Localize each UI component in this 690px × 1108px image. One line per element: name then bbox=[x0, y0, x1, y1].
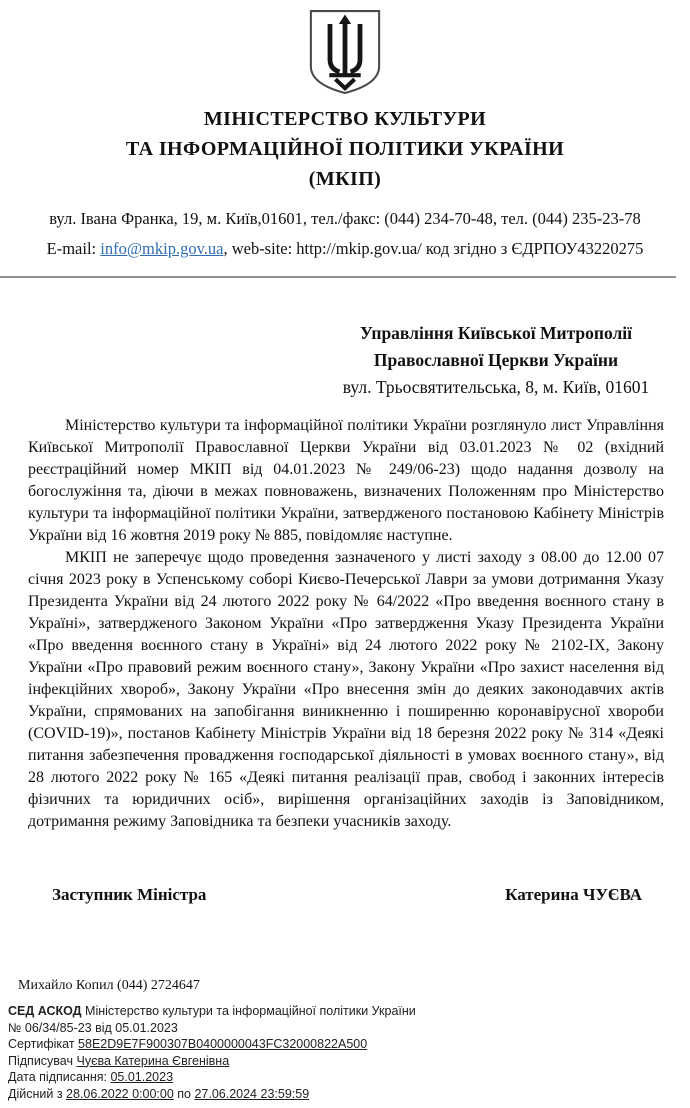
recipient-block bbox=[320, 320, 672, 401]
sed-askod-label: СЕД АСКОД bbox=[8, 1004, 82, 1018]
footer bbox=[0, 976, 690, 1102]
signer-name: Катерина ЧУЄВА bbox=[505, 885, 642, 904]
body-paragraph-1: Міністерство культури та інформаційної політики України розглянуло лист Управління Київської Митрополії Православної Церкви України від 03.01.2023 № 02 (вхідний реєстраційний номер МКІП від 04.01.2023 № 249/06-23) щодо надання дозволу на богослужіння та, діючи в межах повноважень, визначених Положенням про Міністерство культури та інформаційної політики України, затвердженого постановою Кабінету Міністрів України від 16 жовтня 2019 року № 885, повідомляє наступне. bbox=[28, 417, 664, 544]
signing-date-value: 05.01.2023 bbox=[110, 1070, 174, 1084]
signature-row bbox=[52, 885, 642, 905]
emblem-container bbox=[0, 0, 690, 100]
signer-position: Заступник Міністра bbox=[52, 885, 207, 904]
stamp-validity-line bbox=[8, 1086, 690, 1103]
stamp-doc-number: № 06/34/85-23 від 05.01.2023 bbox=[8, 1020, 178, 1035]
signing-date-label: Дата підписання: bbox=[8, 1070, 111, 1084]
stamp-signer-label: Підписувач bbox=[8, 1053, 77, 1068]
executor-contact: Михайло Копил (044) 2724647 bbox=[18, 978, 200, 993]
ministry-title bbox=[0, 104, 690, 194]
stamp-signer-value: Чуєва Катерина Євгенівна bbox=[76, 1053, 230, 1068]
email-link[interactable]: info@mkip.gov.ua bbox=[100, 239, 224, 258]
validity-label-from: Дійсний з bbox=[8, 1086, 67, 1101]
ministry-email-line bbox=[0, 234, 690, 264]
ministry-address-line: вул. Івана Франка, 19, м. Київ,01601, тел./факс: (044) 234-70-48, тел. (044) 235-23-78 bbox=[49, 209, 641, 228]
letter-body bbox=[28, 415, 664, 833]
ministry-contacts bbox=[0, 204, 690, 264]
email-line-rest: , web-site: http://mkip.gov.ua/ код згідно з ЄДРПОУ43220275 bbox=[223, 239, 644, 258]
certificate-value: 58E2D9E7F900307B0400000043FC32000822A500 bbox=[78, 1037, 368, 1051]
stamp-signer-line bbox=[8, 1053, 690, 1070]
stamp-system-line bbox=[8, 1003, 690, 1020]
recipient-address: вул. Трьосвятительська, 8, м. Київ, 01601 bbox=[342, 377, 650, 397]
e-signature-stamp bbox=[8, 1003, 690, 1102]
ministry-title-line2: ТА ІНФОРМАЦІЙНОЇ ПОЛІТИКИ УКРАЇНИ bbox=[125, 138, 565, 160]
stamp-certificate-line bbox=[8, 1036, 690, 1053]
body-paragraph-2: МКІП не заперечує щодо проведення зазначеного у листі заходу з 08.00 до 12.00 07 січня 2023 року в Успенському соборі Києво-Печерської Лаври за умови дотримання Указу Президента України від 24 лютого 2022 року № 64/2022 «Про введення воєнного стану в Україні», затвердженого Законом України «Про затвердження Указу Президента України «Про введення воєнного стану в Україні» від 24 лютого 2022 року № 2102-IX, Закону України «Про правовий режим воєнного стану», Закону України «Про захист населення від інфекційних хвороб», Закону України «Про внесення змін до деяких законодавчих актів України, спрямованих на запобігання виникненню і поширенню коронавірусної хвороби (COVID-19)», постанов Кабінету Міністрів України від 18 березня 2022 року № 314 «Деякі питання забезпечення провадження господарської діяльності в умовах воєнного стану», від 28 лютого 2022 року № 165 «Деякі питання реалізації прав, свобод і законних інтересів фізичних та юридичних осіб», вирішення організаційних заходів із Заповідником, дотримання режиму Заповідника та безпеки учасників заходу. bbox=[28, 549, 664, 830]
recipient-line1: Управління Київської Митрополії bbox=[359, 323, 633, 343]
sed-askod-rest: Міністерство культури та інформаційної політики України bbox=[81, 1004, 416, 1018]
ukraine-trident-emblem-icon bbox=[304, 9, 386, 95]
stamp-date-line bbox=[8, 1069, 690, 1086]
validity-from-value: 28.06.2022 0:00:00 bbox=[66, 1086, 174, 1101]
certificate-label: Сертифікат bbox=[8, 1037, 79, 1051]
header-divider bbox=[0, 276, 676, 278]
ministry-title-line1: МІНІСТЕРСТВО КУЛЬТУРИ bbox=[203, 108, 487, 130]
recipient-line2: Православної Церкви України bbox=[373, 350, 619, 370]
ministry-title-abbr: (МКІП) bbox=[308, 168, 382, 190]
email-label: E-mail: bbox=[46, 239, 101, 258]
validity-label-to: по bbox=[173, 1086, 195, 1101]
validity-to-value: 27.06.2024 23:59:59 bbox=[194, 1086, 310, 1101]
